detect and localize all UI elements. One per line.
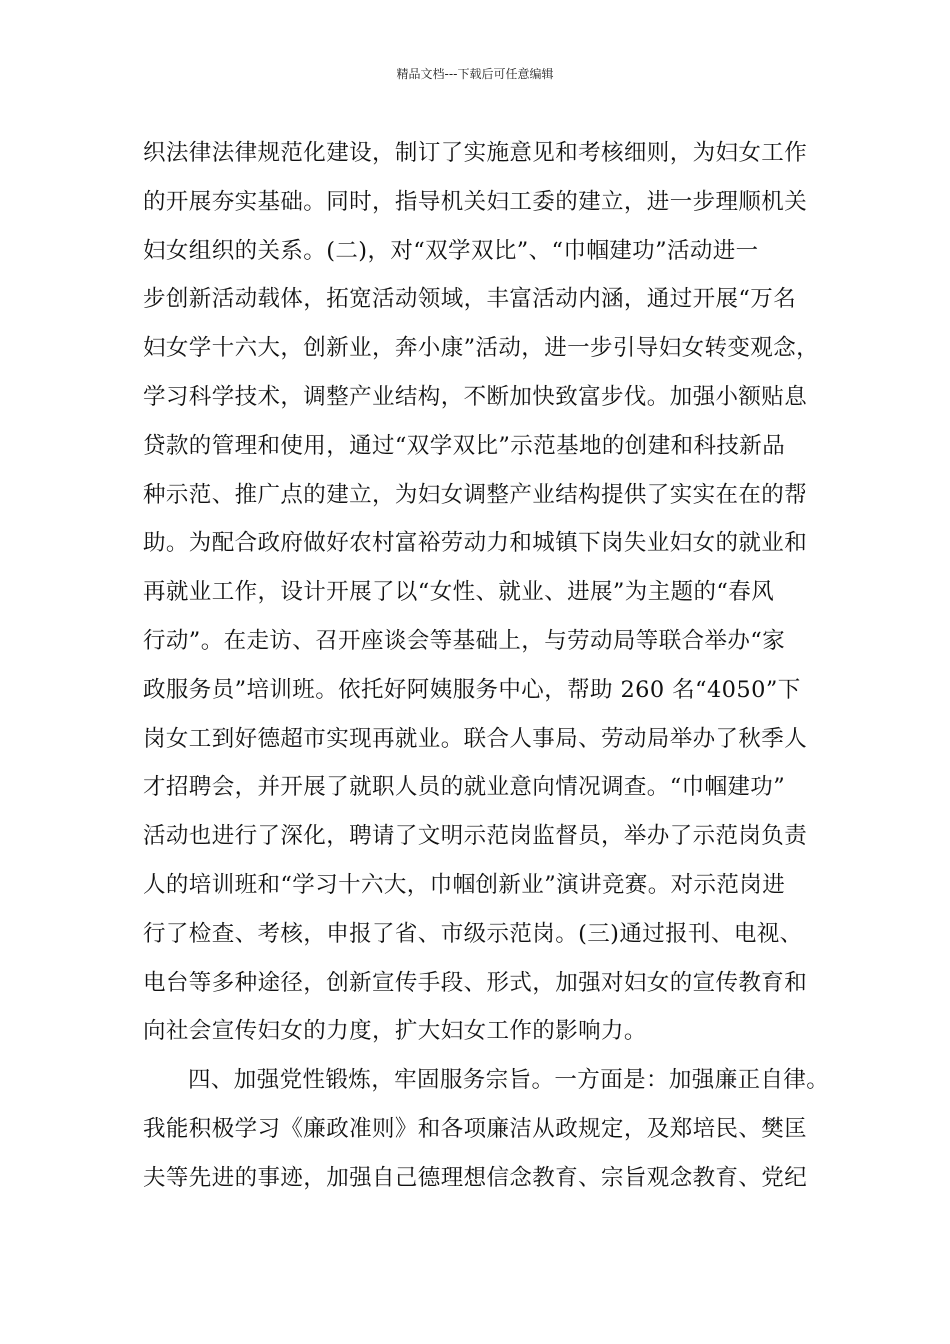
page-header: 精品文档---下载后可任意编辑 <box>396 67 554 81</box>
document-body <box>143 129 830 1203</box>
paragraph-start-line: 四、加强党性锻炼，牢固服务宗旨。一方面是：加强廉正自律。 <box>188 1067 830 1094</box>
text-line: 向社会宣传妇女的力度，扩大妇女工作的影响力。 <box>143 1018 647 1045</box>
text-line: 行了检查、考核，申报了省、市级示范岗。(三)通过报刊、电视、 <box>143 920 803 947</box>
text-line: 妇女组织的关系。(二)，对“双学双比”、“巾帼建功”活动进一 <box>143 237 759 264</box>
text-line: 行动”。在走访、召开座谈会等基础上，与劳动局等联合举办“家 <box>143 627 786 654</box>
text-line: 我能积极学习《廉政准则》和各项廉洁从政规定，及郑培民、樊匡 <box>143 1115 808 1142</box>
text-line: 织法律法律规范化建设，制订了实施意见和考核细则，为妇女工作 <box>143 140 808 166</box>
text-line: 夫等先进的事迹，加强自己德理想信念教育、宗旨观念教育、党纪 <box>143 1164 808 1191</box>
text-line: 政服务员”培训班。依托好阿姨服务中心，帮助 260 名“4050”下 <box>143 676 801 703</box>
text-line: 助。为配合政府做好农村富裕劳动力和城镇下岗失业妇女的就业和 <box>143 530 808 557</box>
text-line: 的开展夯实基础。同时，指导机关妇工委的建立，进一步理顺机关 <box>143 188 808 215</box>
text-line: 活动也进行了深化，聘请了文明示范岗监督员，举办了示范岗负责 <box>143 823 808 850</box>
text-line: 才招聘会，并开展了就职人员的就业意向情况调查。“巾帼建功” <box>143 774 786 801</box>
text-line: 岗女工到好德超市实现再就业。联合人事局、劳动局举办了秋季人 <box>143 725 808 752</box>
text-line: 学习科学技术，调整产业结构，不断加快致富步伐。加强小额贴息 <box>143 383 808 410</box>
text-line: 电台等多种途径，创新宣传手段、形式，加强对妇女的宣传教育和 <box>143 969 808 996</box>
text-line: 贷款的管理和使用，通过“双学双比”示范基地的创建和科技新品 <box>143 432 786 459</box>
text-line: 人的培训班和“学习十六大，巾帼创新业”演讲竞赛。对示范岗进 <box>143 871 786 898</box>
text-line: 妇女学十六大，创新业，奔小康”活动，进一步引导妇女转变观念， <box>143 335 820 362</box>
text-line: 再就业工作，设计开展了以“女性、就业、进展”为主题的“春风 <box>143 579 775 606</box>
text-line: 种示范、推广点的建立，为妇女调整产业结构提供了实实在在的帮 <box>143 481 808 508</box>
text-line: 步创新活动载体，拓宽活动领域，丰富活动内涵，通过开展“万名 <box>143 286 797 313</box>
